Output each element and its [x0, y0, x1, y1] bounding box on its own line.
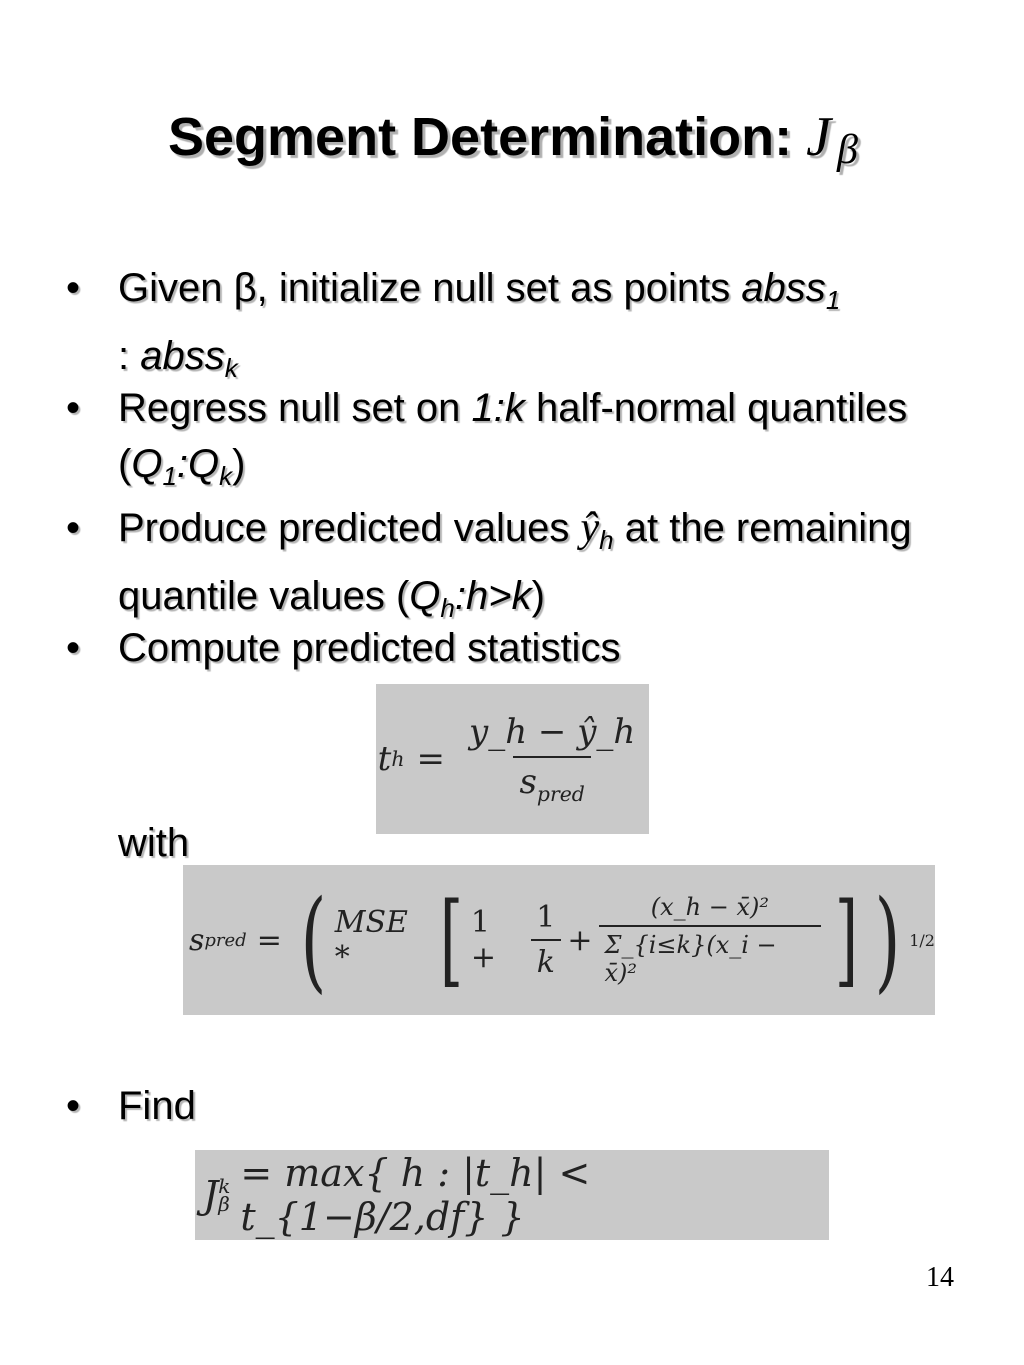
bullet-text: Given β, initialize null set as points — [118, 266, 742, 310]
eq-one-plus: 1 + — [470, 905, 496, 975]
eq-exponent: 1/2 — [909, 930, 935, 950]
var-range: 1:k — [471, 386, 525, 430]
page-number: 14 — [926, 1262, 954, 1293]
var-sub: h — [599, 525, 614, 555]
title-math-j: J — [806, 106, 831, 168]
eq-lhs: t — [377, 739, 392, 779]
var-q: Q — [409, 574, 441, 618]
var-yhat: ŷ — [580, 505, 600, 551]
var-cond: :h>k — [454, 574, 532, 618]
eq-sub: h — [391, 747, 405, 771]
var-sub: 1 — [162, 461, 177, 491]
eq-fraction-1k — [530, 900, 561, 980]
eq-equals: = — [416, 739, 445, 779]
bullet-text: Regress null set on — [118, 386, 472, 430]
eq-sub: pred — [204, 929, 247, 951]
eq-sup: k — [218, 1174, 231, 1198]
bullet-dot: • — [66, 1084, 81, 1128]
title-text: Segment Determination: — [168, 107, 793, 167]
eq-mse: MSE * — [334, 905, 408, 975]
var-abss: abss — [741, 266, 826, 310]
eq-sub: β — [218, 1192, 230, 1216]
eq-sup-sub — [218, 1174, 231, 1216]
eq-bracket-open: [ — [439, 881, 464, 998]
bullet-item-produce — [66, 500, 966, 636]
bullet-text: Find — [118, 1084, 196, 1128]
eq-fraction — [463, 712, 641, 806]
bullet-dot: • — [66, 506, 81, 550]
var-abss: abss — [140, 334, 225, 378]
eq-plus: + — [567, 922, 593, 958]
slide-title — [168, 104, 858, 183]
bullet-item-given — [66, 260, 840, 396]
var-sub: k — [224, 353, 238, 383]
eq-fraction-x — [599, 893, 822, 987]
eq-equals: = — [256, 922, 282, 958]
title-math-beta: β — [836, 127, 858, 173]
bullet-text: at the remaining quantile values ( — [118, 506, 912, 618]
title-math — [806, 106, 858, 173]
bullet-item-find — [66, 1078, 196, 1134]
eq-lhs: s — [189, 922, 205, 958]
equation-s-pred — [183, 865, 935, 1015]
bullet-text: half-normal quantiles ( — [118, 386, 908, 486]
bullet-dot: • — [66, 386, 81, 430]
var-q: Q — [188, 442, 220, 486]
eq-den-s: s — [519, 762, 537, 803]
eq-paren-open: ( — [300, 876, 327, 1004]
equation-t-stat — [376, 684, 649, 834]
bullet-text: ) — [531, 574, 545, 618]
eq-denominator: Σ_{i≤k}(x_i − x̄)² — [599, 925, 822, 987]
bullet-dot: • — [66, 626, 81, 670]
bullet-text: ) — [232, 442, 246, 486]
eq-denominator: k — [531, 939, 561, 980]
bullet-dot: • — [66, 266, 81, 310]
eq-lhs: J — [203, 1173, 219, 1217]
var-colon: : — [176, 442, 189, 486]
bullet-item-regress — [66, 380, 966, 504]
bullet-item-compute — [66, 620, 620, 676]
eq-bracket-close: ] — [835, 881, 859, 998]
eq-numerator: (x_h − x̄)² — [650, 893, 770, 921]
var-sub: k — [219, 461, 233, 491]
var-sub: 1 — [825, 285, 841, 315]
with-label: with — [118, 821, 190, 865]
var-q: Q — [131, 442, 163, 486]
eq-numerator: 1 — [536, 900, 556, 935]
eq-rhs: = max{ h : |t_h| < t_{1−β/2,df} } — [240, 1151, 591, 1239]
bullet-text: : — [118, 334, 141, 378]
eq-denominator — [513, 756, 590, 806]
eq-paren-close: ) — [874, 876, 901, 1004]
eq-numerator: y_h − ŷ_h — [468, 712, 636, 753]
var-sub: h — [440, 593, 455, 623]
equation-j-beta — [195, 1150, 829, 1240]
eq-sub: pred — [536, 781, 585, 806]
bullet-text: Produce predicted values — [118, 506, 581, 550]
bullet-text: Compute predicted statistics — [118, 626, 621, 670]
